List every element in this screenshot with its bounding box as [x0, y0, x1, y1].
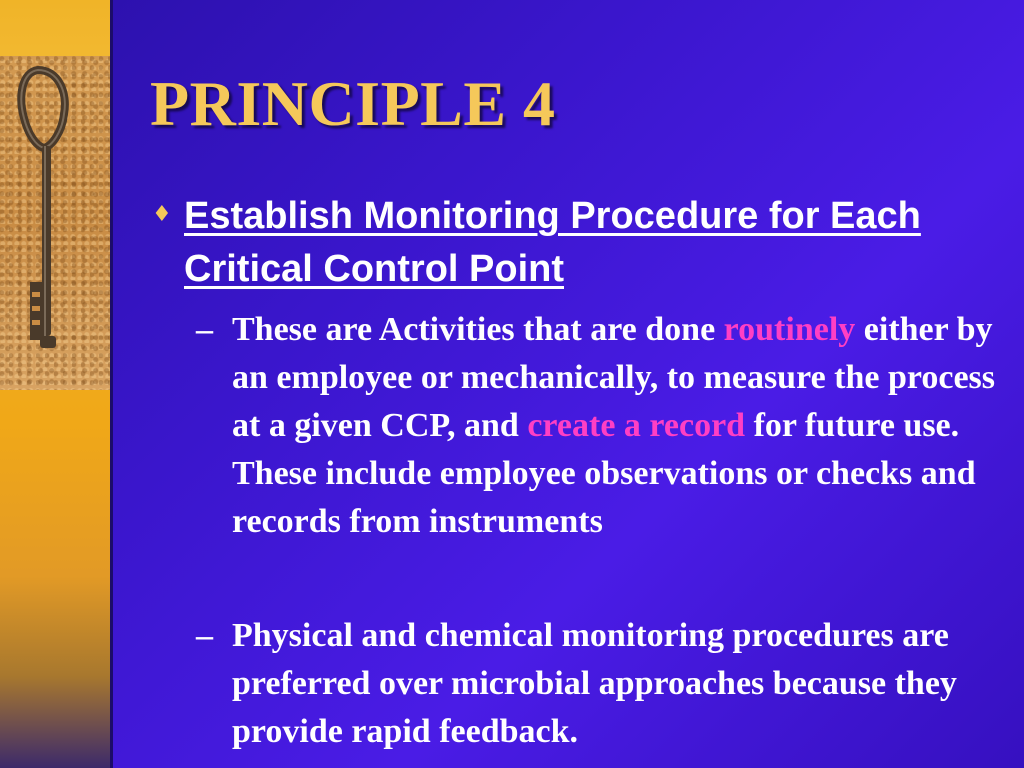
sub-bullet-monitoring-activities [196, 306, 1014, 546]
sub-bullet-text: Physical and chemical monitoring procedures are preferred over microbial approaches because they provide rapid feedback. [232, 617, 957, 750]
highlight-routinely: routinely [723, 311, 856, 348]
sub-bullet-text-part: These are Activities that are done [232, 311, 724, 348]
main-bullet-text: Establish Monitoring Procedure for Each Critical Control Point [184, 195, 921, 290]
highlight-create-a-record: create a record [527, 407, 746, 444]
key-drawing [0, 56, 110, 390]
dash-bullet: – [196, 311, 213, 348]
divider-line [110, 0, 113, 768]
sub-bullet-text-part: for future use. These include employee observations or checks and records from instruments [232, 407, 976, 540]
dash-bullet: – [196, 617, 213, 654]
slide-title: PRINCIPLE 4 [150, 68, 556, 139]
sub-bullet-physical-chemical [196, 612, 1014, 756]
main-bullet [152, 190, 972, 296]
sub-bullet-text-part: either by an employee or mechanically, to measure the process at a given CCP, and [232, 311, 996, 444]
diamond-bullet-icon: ♦ [152, 202, 172, 227]
sub-bullet-text [232, 306, 1014, 546]
antique-key-icon [0, 56, 110, 390]
